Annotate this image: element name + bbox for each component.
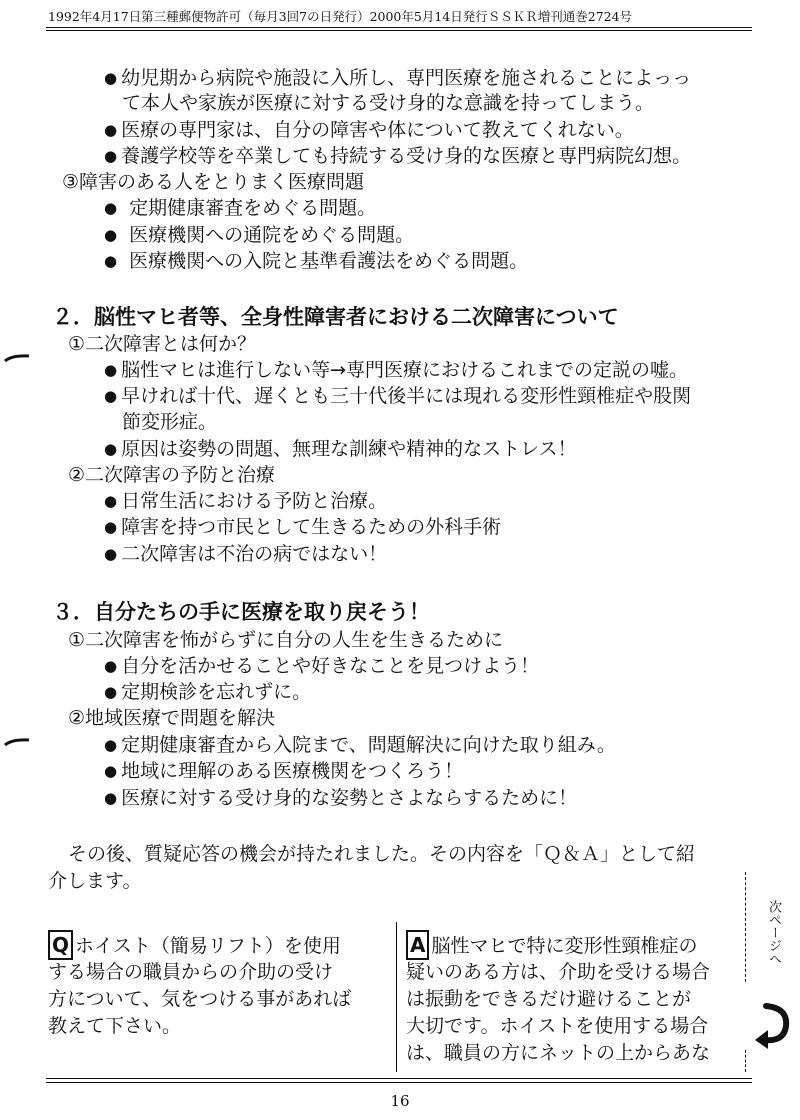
answer-line: は振動をできるだけ避けることが (406, 988, 692, 1010)
margin-mark (4, 738, 30, 746)
intro-paragraph-line: 介します。 (48, 870, 142, 892)
answer-line: 疑いのある方は、介助を受ける場合 (406, 961, 711, 983)
publication-header: 1992年4月17日第三種郵便物許可（毎月3回7の日発行）2000年5月14日発行ＳＳＫＲ増刊通巻2724号 (48, 9, 633, 24)
subsection-title: ①二次障害を怖がらずに自分の人生を生きるために (68, 629, 504, 651)
bullet-item: ● 幼児期から病院や施設に入所し、専門医療を施されることによっっ (104, 66, 691, 91)
margin-mark (4, 354, 30, 362)
side-dashed-line-lower (745, 1050, 746, 1072)
footer-rule (46, 1078, 752, 1079)
bullet-item-continuation: 節変形症。 (122, 411, 218, 433)
next-page-note: 次ページへ (766, 900, 781, 965)
question-label: Q (48, 930, 73, 960)
question-line: Q ホイスト（簡易リフト）を使用 (48, 930, 341, 960)
answer-line: は、職員の方にネットの上からあな (406, 1042, 711, 1064)
bullet-item: ● 脳性マヒは進行しない等→専門医療におけるこれまでの定説の嘘。 (104, 358, 688, 383)
question-line: する場合の職員からの介助の受け (48, 961, 334, 983)
header-rule-2 (46, 30, 752, 31)
header-rule (46, 27, 752, 28)
section-heading: ２．脳性マヒ者等、全身性障害者における二次障害について (52, 305, 619, 329)
column-divider (396, 922, 397, 1072)
answer-label: A (406, 930, 429, 960)
bullet-item: ● 障害を持つ市民として生きるための外科手術 (104, 515, 501, 540)
bullet-item: ● 定期検診を忘れずに。 (104, 680, 311, 705)
bullet-item-continuation: て本人や家族が医療に対する受け身的な意識を持ってしまう。 (122, 92, 655, 114)
page-number: 16 (390, 1092, 410, 1110)
intro-paragraph-line: その後、質疑応答の機会が持たれました。その内容を「Ｑ＆Ａ」として紹 (68, 843, 696, 865)
subsection-title: ③障害のある人をとりまく医療問題 (62, 171, 365, 193)
subsection-title: ②地域医療で問題を解決 (68, 707, 276, 729)
footer-rule-2 (46, 1082, 752, 1083)
subsection-title: ①二次障害とは何か？ (68, 333, 257, 355)
side-dashed-line (745, 872, 746, 982)
question-line: 方について、気をつける事があれば (48, 988, 352, 1010)
bullet-item: ● 早ければ十代、遅くとも三十代後半には現れる変形性頸椎症や股関 (104, 384, 691, 409)
question-line: 教えて下さい。 (48, 1015, 182, 1037)
bullet-item: ● 医療機関への入院と基準看護法をめぐる問題。 (104, 249, 528, 274)
bullet-item: ● 定期健康審査をめぐる問題。 (104, 196, 376, 221)
section-heading: ３．自分たちの手に医療を取り戻そう！ (52, 600, 430, 624)
bullet-item: ● 自分を活かせることや好きなことを見つけよう！ (104, 654, 539, 679)
bullet-item: ● 定期健康審査から入院まで、問題解決に向けた取り組み。 (104, 733, 616, 758)
bullet-item: ● 日常生活における予防と治療。 (104, 489, 387, 514)
answer-line: A 脳性マヒで特に変形性頸椎症の (406, 930, 698, 960)
bullet-item: ● 二次障害は不治の病ではない！ (104, 542, 387, 567)
bullet-item: ● 養護学校等を卒業しても持続する受け身的な医療と専門病院幻想。 (104, 144, 691, 169)
curved-arrow-icon (752, 1000, 792, 1050)
bullet-item: ● 原因は姿勢の問題、無理な訓練や精神的なストレス！ (104, 437, 577, 462)
subsection-title: ②二次障害の予防と治療 (68, 464, 276, 486)
bullet-item: ● 地域に理解のある医療機関をつくろう！ (104, 759, 463, 784)
bullet-item: ● 医療機関への通院をめぐる問題。 (104, 223, 414, 248)
bullet-item: ● 医療の専門家は、自分の障害や体について教えてくれない。 (104, 118, 634, 143)
answer-line: 大切です。ホイストを使用する場合 (406, 1015, 709, 1037)
bullet-item: ● 医療に対する受け身的な姿勢とさよならするために！ (104, 786, 577, 811)
